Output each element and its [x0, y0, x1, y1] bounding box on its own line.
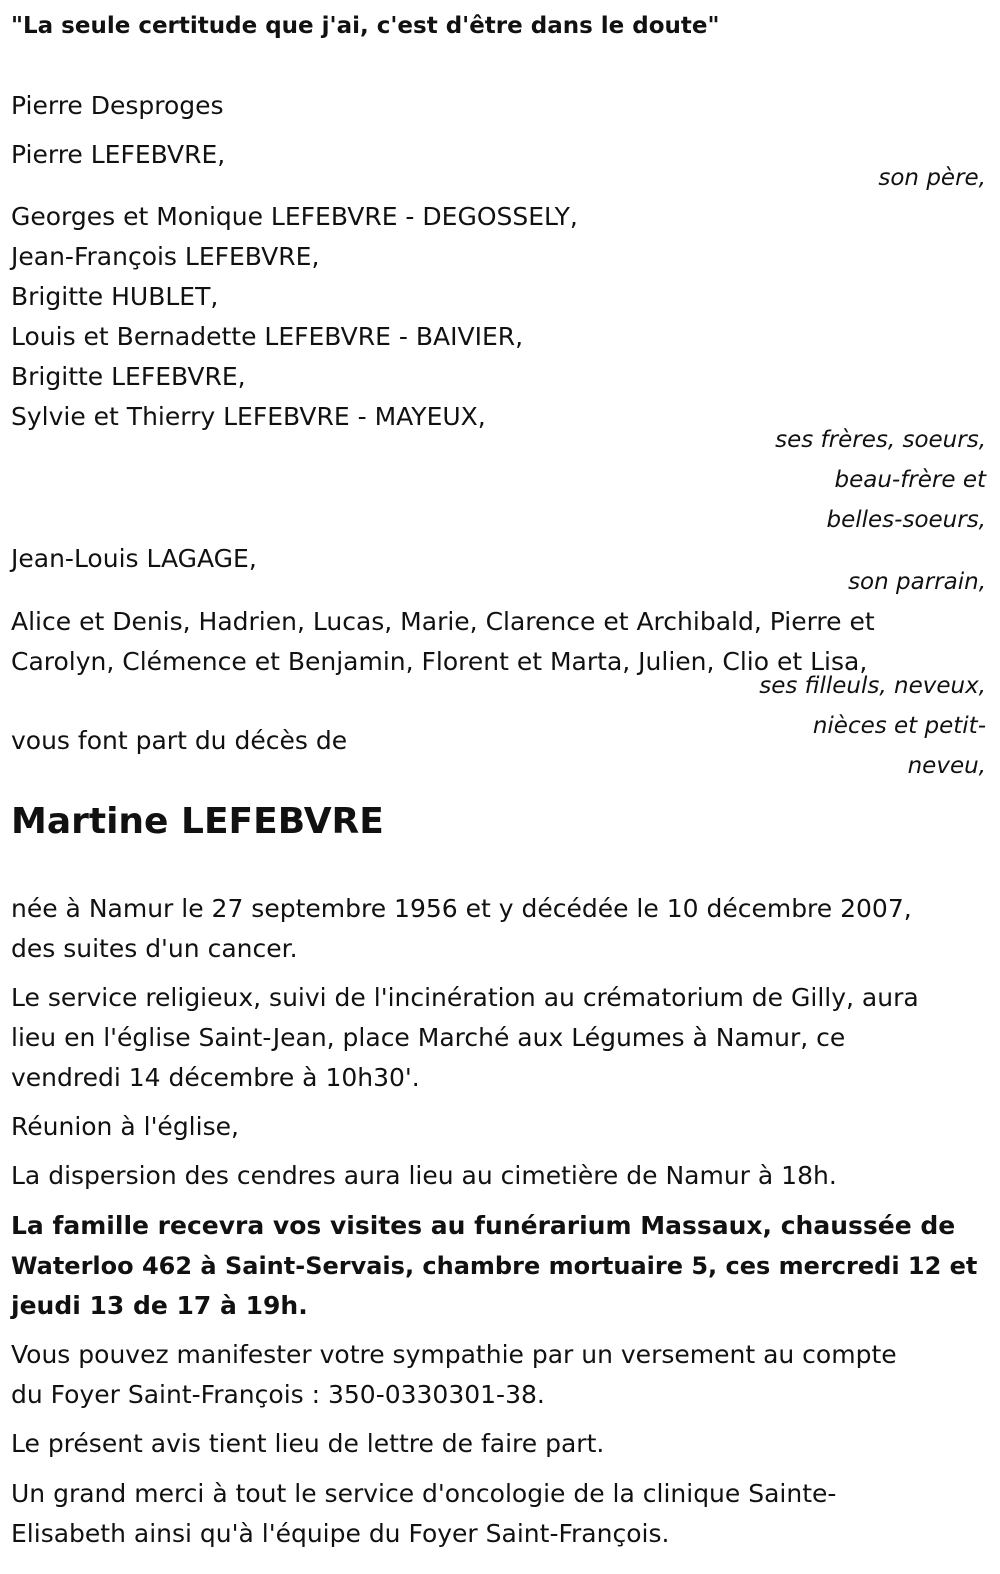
- announce-text: vous font part du décès de: [11, 726, 348, 755]
- godchildren-role: nièces et petit-: [812, 713, 986, 739]
- paragraph-line: La dispersion des cendres aura lieu au cimetière de Namur à 18h.: [11, 1161, 837, 1190]
- sibling-line: Georges et Monique LEFEBVRE - DEGOSSELY,: [11, 202, 578, 231]
- godchildren-line: Carolyn, Clémence et Benjamin, Florent et Marta, Julien, Clio et Lisa,: [11, 647, 868, 676]
- godfather-role: son parrain,: [848, 569, 986, 595]
- godchildren-role: ses filleuls, neveux,: [759, 673, 986, 699]
- deceased-name: Martine LEFEBVRE: [11, 801, 384, 842]
- sibling-line: Brigitte LEFEBVRE,: [11, 362, 246, 391]
- paragraph-line: Le service religieux, suivi de l'incinération au crématorium de Gilly, aura: [11, 983, 919, 1012]
- godfather-name: Jean-Louis LAGAGE,: [11, 544, 257, 573]
- sibling-line: Sylvie et Thierry LEFEBVRE - MAYEUX,: [11, 402, 486, 431]
- paragraph-line: Le présent avis tient lieu de lettre de faire part.: [11, 1429, 605, 1458]
- paragraph-line: des suites d'un cancer.: [11, 934, 298, 963]
- sibling-line: Brigitte HUBLET,: [11, 282, 219, 311]
- quote-author: Pierre Desproges: [11, 91, 224, 120]
- father-name: Pierre LEFEBVRE,: [11, 140, 226, 169]
- paragraph-line: Un grand merci à tout le service d'oncologie de la clinique Sainte-: [11, 1479, 837, 1508]
- paragraph-line: lieu en l'église Saint-Jean, place Marché aux Légumes à Namur, ce: [11, 1023, 846, 1052]
- paragraph-line: vendredi 14 décembre à 10h30'.: [11, 1063, 420, 1092]
- paragraph-line: jeudi 13 de 17 à 19h.: [11, 1291, 308, 1320]
- paragraph-line: Waterloo 462 à Saint-Servais, chambre mortuaire 5, ces mercredi 12 et: [11, 1252, 978, 1280]
- godchildren-line: Alice et Denis, Hadrien, Lucas, Marie, Clarence et Archibald, Pierre et: [11, 607, 875, 636]
- father-role: son père,: [878, 165, 986, 191]
- paragraph-line: Réunion à l'église,: [11, 1112, 239, 1141]
- paragraph-line: La famille recevra vos visites au funérarium Massaux, chaussée de: [11, 1211, 956, 1240]
- siblings-role: beau-frère et: [834, 467, 986, 493]
- siblings-role: ses frères, soeurs,: [775, 427, 986, 453]
- paragraph-line: du Foyer Saint-François : 350-0330301-38.: [11, 1380, 545, 1409]
- paragraph-line: née à Namur le 27 septembre 1956 et y décédée le 10 décembre 2007,: [11, 894, 912, 923]
- sibling-line: Louis et Bernadette LEFEBVRE - BAIVIER,: [11, 322, 524, 351]
- sibling-line: Jean-François LEFEBVRE,: [11, 242, 320, 271]
- quote: "La seule certitude que j'ai, c'est d'être dans le doute": [11, 13, 720, 39]
- paragraph-line: Vous pouvez manifester votre sympathie par un versement au compte: [11, 1340, 897, 1369]
- siblings-role: belles-soeurs,: [826, 507, 986, 533]
- godchildren-role: neveu,: [907, 753, 986, 779]
- paragraph-line: Elisabeth ainsi qu'à l'équipe du Foyer Saint-François.: [11, 1519, 670, 1548]
